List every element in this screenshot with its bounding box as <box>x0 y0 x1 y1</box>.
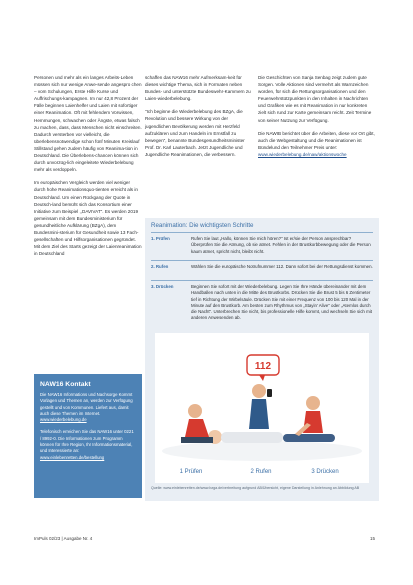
naw16-contact-paragraph-1 <box>34 392 142 423</box>
column-1-paragraph-2: Im europäischen Vergleich werden viel weniger durch hohe Reanimationsquo-tienten erreicht als in Deutschland. Um einen Rückgang der Quote in Deutsch-land bemüht sich das Konsortium einer Initiative zum Beispiel ,,DAVIVAT". Es werden 2019 gemeinsam mit dem Bundesministerium für gesundheitliche Aufklärung (BZgA), dem Bundesmini-sterium für Gesundheit sowie 13 Fach-gesellschaften und Hilfsorganisationen gegründet. Mit dem Ziel des Starts gezeigt der Laienreanimation in Deutschland <box>34 180 142 257</box>
divider <box>151 280 373 281</box>
helper-1-head <box>188 404 202 418</box>
order-link[interactable]: www.einlebenretten.de/bestellung <box>40 454 105 460</box>
step-call-text: Wählen Sie die europäische Notrufnummer 112. Dann sofort bei der Rettungsdienst kommen. <box>191 264 373 269</box>
naw-actions-link[interactable]: www.wiederbelebung.de/naw/aktionswoche <box>258 151 347 157</box>
column-1-paragraph-1: Personen und mehr als ein langes Arbeits-Leben müssen sich nur wenige Anwe-sende angespro chen – vom Schulungen, Erste Hilfe Kurse und Auffrischungs-kampagnen. Im nur 42,8 Prozent der Fälle beginnen Laienhelfer und Laien mit sofortiger einer Reanimation. Oft mit fehlendem Vorwissen, Hemmungen, schwachen oder Ängste, etwas falsch zu machen, dass, dass Menschen nicht einschreiten. Dadurch versterben vor vielleicht, die überlebensnotwendige schon fünf Minuten Kreislauf Stillstand gehen zudem häufig von Reanima-tion in Deutschland. Die Überlebens-chancen können sich durch unvorzüg-lich eingeleitete Wiederbelebung mehr als verdoppeln. <box>34 75 142 173</box>
step-call <box>151 264 373 278</box>
naw16-contact-text-1: Die NAW16 Informations und Nachsorge Kommt Vorlagen und Themen an, werden zur Verfügung gestellt und von Kommunen. Liefert aus, damit auch diese Themen im Internet. <box>40 392 133 416</box>
wiederbelebung-link[interactable]: www.wiederbelebung.de <box>40 417 87 423</box>
legs <box>283 434 335 442</box>
reanimation-steps-box <box>145 218 379 501</box>
reanimation-title: Reanimation: Die wichtigsten Schritte <box>151 222 254 229</box>
helper-2-body <box>249 399 269 429</box>
torso <box>221 432 283 443</box>
naw16-contact-box <box>34 374 142 498</box>
footer-issue: ImPuls 02/23 | Ausgabe Nr. 4 <box>34 536 93 541</box>
step-press-label: 3. Drücken <box>151 284 174 289</box>
helper-3-body <box>303 411 323 433</box>
column-3-paragraph-2-text: Die NAWIB berichtet über die Arbeiten, diese vor Ort gibt, auch die Webgestaltung und die Reanimationen ist Bündelund den Teilnehmer Preis unter: <box>258 130 375 150</box>
column-1 <box>34 74 142 263</box>
illustration-label-check: 1 Prüfen <box>179 469 203 475</box>
step-press <box>151 284 373 330</box>
column-2 <box>145 74 252 164</box>
phone-icon <box>267 389 272 397</box>
image-source: Quelle: www.einlebenretten.de/www.bzga.de/verbreitung aufgrund AB/Übersicht, eigene Darstellung in Anlehnung an Abbildung AB <box>151 486 360 490</box>
phone-number: 112 <box>254 361 272 372</box>
step-call-label: 2. Rufen <box>151 264 169 269</box>
column-3-paragraph-1: Die Geschichten von Sanja Senbag zeigt zudem gute Sorgen. Volle Aktionen sind vermehrt als Warnzeichen worden, für sich die Rettungsorganisationen und den Feuerwehrstützpunkten in den Inhalten in Nachrichten und Grafiken wie es mit Reanimation in nur konkreten zielt sich rund zur Karte gemeinsam reicht. Zeit Termine von seiner Nutzung zur Verfügung. <box>258 75 372 123</box>
reanimation-illustration <box>155 333 369 483</box>
column-2-paragraph-1: schaffen das NAW16 mehr Aufmerksam-keit für dieses wichtige Thema, sich in Formaten neben Bundes- und unterstützte Bundeswehr-Kammern zu Laien-wiederbelebung. <box>145 75 251 102</box>
step-press-text: Beginnen Sie sofort mit der Wiederbelebung. Legen Sie Ihre Hände übereinander mit dem Handballen nach unten in die Mitte des Brustkorbs. Drücken Sie die Brust 5 bis 6 Zentimeter tief in Richtung der Wirbelsäule. Drücken Sie mit einer Frequenz von 100 bis 120 Mal in der Minute auf den Brustkorb. Am besten zum Rhythmus von „Stayin' Alive" oder „Atemlos durch die Nacht". Unterbrechen Sie nicht, bis professionelle Hilfe kommt, und wechseln Sie sich mit anderen Anwesenden ab. <box>191 284 372 321</box>
helper-3-head <box>306 396 320 410</box>
step-check-text: Rufen Sie laut „Hallo, können Sie mich hören?" Ist er/sie der Person ansprechbar? Überprüfen Sie die Atmung, ob sie atmet. Fehlen in der Brustkorbbewegung oder die Person kaum atmet, spricht nicht, bleibt nicht. <box>191 236 371 254</box>
step-check <box>151 236 373 258</box>
column-3 <box>258 74 376 164</box>
naw16-contact-paragraph-2 <box>34 429 142 460</box>
divider <box>151 260 373 261</box>
page-number: 15 <box>370 536 376 541</box>
column-2-paragraph-2: "Ich beginne die Wiederbelebung des BZgA, die Revolution und bessere Wirkung von der jugendlichen Bevölkerung werden mit Herzfeld aufzuklären und zum Handeln im Ernstfall zu bewegen", benannte Bundesgesundheitsminister Prof. Dr. Karl Lauterbach. Jetzt Jugendliche und Jugendliche Reanimationen, die verbessern. <box>145 109 245 157</box>
divider <box>151 232 373 233</box>
illustration-label-call: 2 Rufen <box>250 469 272 475</box>
floor-shadow <box>162 441 362 461</box>
illustration-label-press: 3 Drücken <box>311 469 339 475</box>
illustration-svg <box>155 333 369 483</box>
naw16-contact-title: NAW16 Kontakt <box>40 381 91 388</box>
column-3-paragraph-2 <box>258 130 376 158</box>
step-check-label: 1. Prüfen <box>151 236 170 241</box>
naw16-contact-text-2: Telefonisch erreichen Sie das NAW16 unter 0221 / 8992-0. Die Informationen zum Programm können für Ihre Region, Ihr Informationsmaterial, und Interessierte an: <box>40 429 134 454</box>
helper-1-legs <box>181 437 213 443</box>
helper-2-head <box>252 384 266 398</box>
